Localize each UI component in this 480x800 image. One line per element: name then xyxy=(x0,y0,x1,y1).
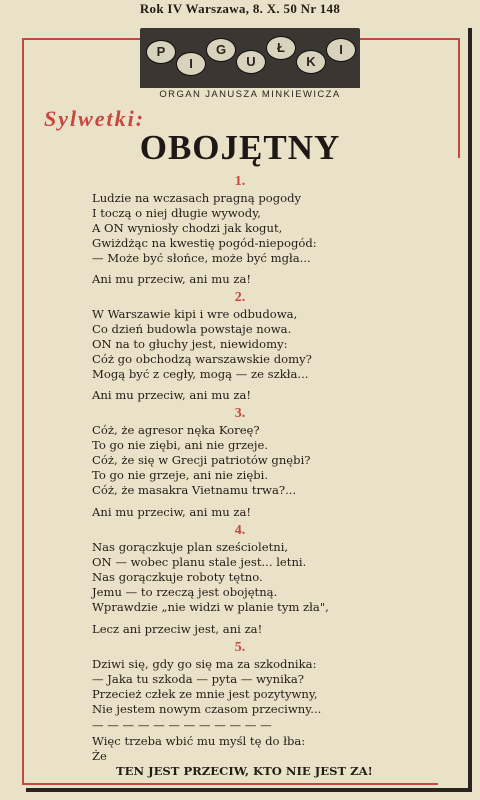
verse-line: Cóż, że agresor nęka Koreę? xyxy=(92,423,260,437)
refrain-line: Ani mu przeciw, ani mu za! xyxy=(92,272,252,286)
verse-line: I toczą o niej długie wywody, xyxy=(92,206,261,220)
verse-line: Cóż, że masakra Vietnamu trwa?... xyxy=(92,483,297,497)
stanza-number: 1. xyxy=(234,174,246,189)
frame-border-bottom xyxy=(22,783,438,785)
verse-line: Nas gorączkuje roboty tętno. xyxy=(92,570,263,584)
dash-separator: — — — — — — — — — — — — xyxy=(92,718,272,732)
verse-line: — Jaka tu szkoda — pyta — wynika? xyxy=(92,672,304,686)
verse-line: Nie jestem nowym czasom przeciwny... xyxy=(92,702,322,716)
section-kicker: Sylwetki: xyxy=(44,106,146,131)
verse-line: Gwiżdżąc na kwestię pogód-niepogód: xyxy=(92,236,317,250)
stanza-number: 5. xyxy=(234,640,246,655)
verse-line: ON na to głuchy jest, niewidomy: xyxy=(92,337,288,351)
frame-shadow-bottom xyxy=(26,788,472,792)
verse-line: Cóż go obchodzą warszawskie domy? xyxy=(92,352,312,366)
verse-line: — Może być słońce, może być mgła... xyxy=(92,251,311,265)
logo-pill-letter: P xyxy=(146,40,176,64)
verse-line: Ludzie na wczasach pragną pogody xyxy=(92,191,302,205)
closing-line: TEN JEST PRZECIW, KTO NIE JEST ZA! xyxy=(116,764,373,778)
frame-border-top xyxy=(22,38,140,40)
frame-border-top-right xyxy=(360,38,458,40)
verse-line: A ON wyniosły chodzi jak kogut, xyxy=(92,221,283,235)
verse-line: Więc trzeba wbić mu myśl tę do łba: xyxy=(92,734,306,748)
stanza-number: 3. xyxy=(234,406,246,421)
refrain-line: Ani mu przeciw, ani mu za! xyxy=(92,505,252,519)
masthead: Rok IV Warszawa, 8. X. 50 Nr 148 xyxy=(139,1,341,16)
logo-pill-letter: K xyxy=(296,50,326,74)
verse-line: Cóż, że się w Grecji patriotów gnębi? xyxy=(92,453,311,467)
refrain-line: Lecz ani przeciw jest, ani za! xyxy=(92,622,263,636)
verse-line: Jemu — to rzeczą jest obojętną. xyxy=(92,585,278,599)
poem-title: OBOJĘTNY xyxy=(139,128,341,167)
verse-line: Wprawdzie „nie widzi w planie tym zła", xyxy=(92,600,329,614)
refrain-line: Ani mu przeciw, ani mu za! xyxy=(92,388,252,402)
logo-pill-letter: U xyxy=(236,50,266,74)
verse-line: W Warszawie kipi i wre odbudowa, xyxy=(92,307,298,321)
verse-line: Przecież człek ze mnie jest pozytywny, xyxy=(92,687,318,701)
verse-line: To go nie ziębi, ani nie grzeje. xyxy=(92,438,269,452)
verse-line: Że xyxy=(92,749,107,763)
verse-line: Nas gorączkuje plan sześcioletni, xyxy=(92,540,289,554)
logo-pill-letter: I xyxy=(326,38,356,62)
logo-pill-letter: G xyxy=(206,38,236,62)
logo-pill-letter: I xyxy=(176,52,206,76)
verse-line: ON — wobec planu stale jest... letni. xyxy=(92,555,307,569)
stanza-number: 4. xyxy=(234,523,246,538)
verse-line: Mogą być z cegły, mogą — ze szkła... xyxy=(92,367,309,381)
verse-line: Dziwi się, gdy go się ma za szkodnika: xyxy=(92,657,317,671)
verse-line: Co dzień budowla powstaje nowa. xyxy=(92,322,292,336)
stanza-number: 2. xyxy=(234,290,246,305)
logo-pill-letter: Ł xyxy=(266,36,296,60)
logo-subtitle: ORGAN JANUSZA MINKIEWICZA xyxy=(140,88,360,102)
verse-line: To go nie grzeje, ani nie ziębi. xyxy=(92,468,269,482)
